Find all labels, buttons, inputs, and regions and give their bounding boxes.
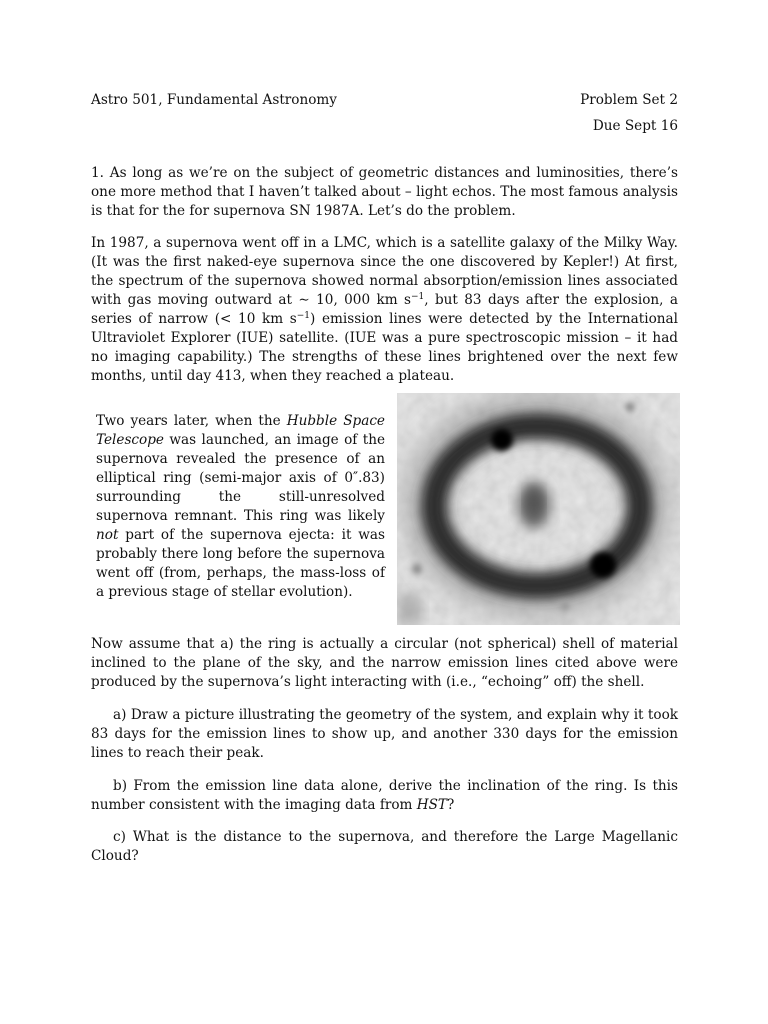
question-b-text: b) From the emission line data alone, derive the inclination of the ring. Is this number consistent with the imaging data from [91, 778, 678, 813]
problem-number: 1. [91, 165, 104, 181]
intro-paragraph [91, 164, 678, 221]
assumption-paragraph: Now assume that a) the ring is actually a circular (not spherical) shell of material inclined to the plane of the sky, and the narrow emission lines cited above were produced by the supernova’s light interacting with (i.e., “echoing” off) the shell. [91, 636, 678, 690]
para3-text-b: was launched, an image of the supernova revealed the presence of an elliptical ring (semi-major axis of 0″.83) surrounding the still-unresolved supernova remnant. This ring was likely [96, 432, 385, 524]
due-date: Due Sept 16 [592, 118, 678, 134]
supernova-paragraph [91, 234, 678, 386]
para3-text-c: part of the supernova ejecta: it was probably there long before the supernova went off (from, perhaps, the mass-loss of a previous stage of stellar evolution). [96, 527, 385, 600]
hubble-paragraph [96, 412, 385, 602]
question-c: c) What is the distance to the supernova, and therefore the Large Magellanic Cloud? [91, 829, 678, 864]
course-title: Astro 501, Fundamental Astronomy [91, 92, 337, 108]
para2-text-a: In 1987, a supernova went off in a LMC, which is a satellite galaxy of the Milky Way. (It was the first naked-eye supernova since the one discovered by Kepler!) At first, the spectrum of the supernova showed normal absorption/emission lines associated with gas moving outward at ∼ 10, 000 km s [91, 235, 678, 308]
sn1987a-ring-image [397, 393, 680, 625]
question-b-end: ? [447, 797, 455, 813]
hst-abbrev: HST [416, 797, 447, 813]
problem-set-label: Problem Set 2 [580, 92, 678, 108]
hubble-name: Hubble Space Telescope [96, 413, 385, 448]
para3-text-a: Two years later, when the [96, 413, 287, 429]
intro-text: As long as we’re on the subject of geometric distances and luminosities, there’s one more method that I haven’t talked about – light echos. The most famous analysis is that for the for supernova SN 1987A. Let’s do the problem. [91, 165, 678, 219]
not-emphasis: not [96, 527, 119, 543]
question-a: a) Draw a picture illustrating the geometry of the system, and explain why it took 83 days for the emission lines to show up, and another 330 days for the emission lines to reach their peak. [91, 707, 678, 761]
para2-text-b: , but 83 days after the explosion, a series of narrow (< 10 km s [91, 292, 678, 327]
question-b [91, 777, 678, 815]
para2-text-c: ) emission lines were detected by the International Ultraviolet Explorer (IUE) satellite. (IUE was a pure spectroscopic mission – it had no imaging capability.) The strengths of these lines brightened over the next few months, until day 413, when they reached a plateau. [91, 311, 678, 384]
para2-sup-1: −1 [410, 292, 425, 302]
para2-sup-2: −1 [296, 311, 311, 321]
